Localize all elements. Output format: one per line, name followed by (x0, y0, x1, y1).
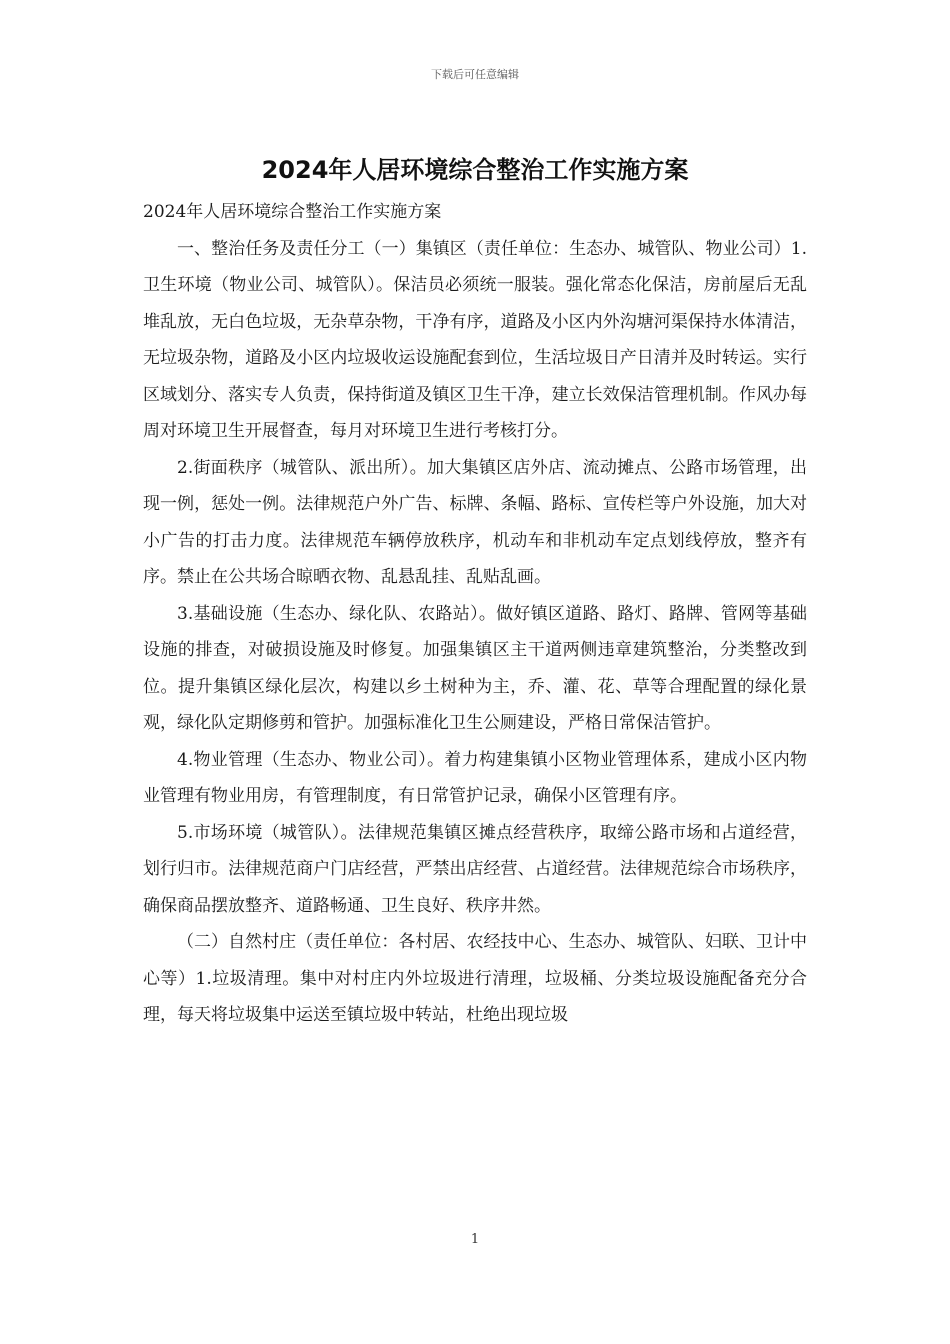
paragraph-market-environment: 5.市场环境（城管队）。法律规范集镇区摊点经营秩序，取缔公路市场和占道经营，划行归市。法律规范商户门店经营，严禁出店经营、占道经营。法律规范综合市场秩序，确保商品摆放整齐、道路畅通、卫生良好、秩序井然。 (143, 822, 807, 916)
paragraph-street-order: 2.街面秩序（城管队、派出所）。加大集镇区店外店、流动摊点、公路市场管理，出现一例，惩处一例。法律规范户外广告、标牌、条幅、路标、宣传栏等户外设施，加大对小广告的打击力度。法律规范车辆停放秩序，机动车和非机动车定点划线停放，整齐有序。禁止在公共场合晾晒衣物、乱悬乱挂、乱贴乱画。 (143, 457, 807, 587)
body-subtitle: 2024年人居环境综合整治工作实施方案 (143, 202, 442, 222)
paragraph-township-hygiene: 一、整治任务及责任分工（一）集镇区（责任单位：生态办、城管队、物业公司）1.卫生环境（物业公司、城管队）。保洁员必须统一服装。强化常态化保洁，房前屋后无乱堆乱放，无白色垃圾，无杂草杂物，干净有序，道路及小区内外沟塘河渠保持水体清洁，无垃圾杂物，道路及小区内垃圾收运设施配套到位，生活垃圾日产日清并及时转运。实行区域划分、落实专人负责，保持街道及镇区卫生干净，建立长效保洁管理机制。作风办每周对环境卫生开展督查，每月对环境卫生进行考核打分。 (143, 238, 807, 441)
document-title: 2024年人居环境综合整治工作实施方案 (261, 156, 689, 184)
paragraph-natural-villages: （二）自然村庄（责任单位：各村居、农经技中心、生态办、城管队、妇联、卫计中心等）1.垃圾清理。集中对村庄内外垃圾进行清理，垃圾桶、分类垃圾设施配备充分合理，每天将垃圾集中运送至镇垃圾中转站，杜绝出现垃圾 (143, 932, 807, 1025)
page-number: 1 (470, 1232, 480, 1247)
document-body (143, 194, 807, 1034)
paragraph-property-management: 4.物业管理（生态办、物业公司）。着力构建集镇小区物业管理体系，建成小区内物业管理有物业用房，有管理制度，有日常管护记录，确保小区管理有序。 (143, 749, 807, 806)
paragraph-infrastructure: 3.基础设施（生态办、绿化队、农路站）。做好镇区道路、路灯、路牌、管网等基础设施的排查，对破损设施及时修复。加强集镇区主干道两侧违章建筑整治，分类整改到位。提升集镇区绿化层次，构建以乡土树种为主，乔、灌、花、草等合理配置的绿化景观，绿化队定期修剪和管护。加强标准化卫生公厕建设，严格日常保洁管护。 (143, 603, 807, 733)
page-header-note: 下载后可任意编辑 (431, 68, 519, 81)
